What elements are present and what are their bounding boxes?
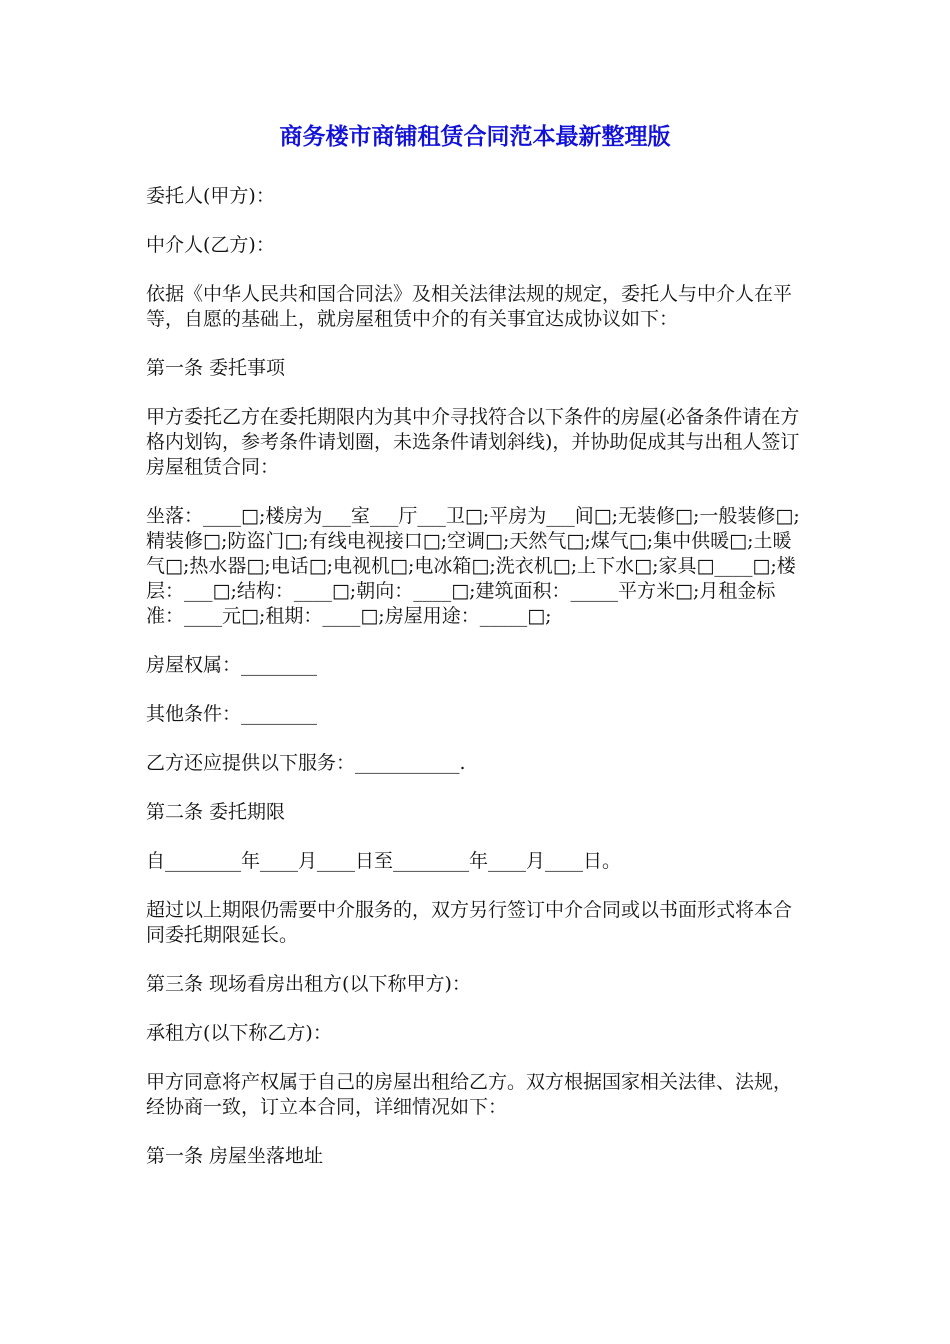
paragraph-conditions: 坐落：____□;楼房为___室___厅___卫□;平房为___间□;无装修□;一般装修□;精装修□;防盗门□;有线电视接口□;空调□;天然气□;煤气□;集中供暖□;土暖气□;热水器□;电话□;电视机□;电冰箱□;洗衣机□;上下水□;家具□____□;楼层：___□;结构：____□;朝向：____□;建筑面积：_____平方米□;月租金标准：____元□;租期：____□;房屋用途：_____□; [146, 505, 800, 627]
document-body [146, 184, 810, 1193]
document-title: 商务楼市商铺租赁合同范本最新整理版 [279, 124, 671, 150]
paragraph-extension: 超过以上期限仍需要中介服务的，双方另行签订中介合同或以书面形式将本合同委托期限延长。 [146, 899, 793, 946]
paragraph-other-conditions: 其他条件：________ [146, 703, 318, 725]
paragraph-lessee: 承租方(以下称乙方)： [146, 1022, 332, 1044]
section-heading-address: 第一条 房屋坐落地址 [146, 1145, 324, 1167]
section-heading-1: 第一条 委托事项 [146, 357, 286, 379]
paragraph-ownership: 房屋权属：________ [146, 654, 318, 676]
paragraph-agent: 中介人(乙方)： [146, 234, 275, 256]
paragraph-services: 乙方还应提供以下服务：___________. [146, 752, 466, 774]
paragraph-preamble: 依据《中华人民共和国合同法》及相关法律法规的规定，委托人与中介人在平等，自愿的基础上，就房屋租赁中介的有关事宜达成协议如下： [146, 283, 793, 330]
section-heading-2: 第二条 委托期限 [146, 801, 286, 823]
paragraph-term-dates: 自________年____月____日至________年____月____日。 [146, 850, 622, 872]
paragraph-client: 委托人(甲方)： [146, 185, 275, 207]
paragraph-agreement: 甲方同意将产权属于自己的房屋出租给乙方。双方根据国家相关法律、法规，经协商一致，订立本合同，详细情况如下： [146, 1071, 793, 1118]
section-heading-3: 第三条 现场看房出租方(以下称甲方)： [146, 973, 471, 995]
paragraph-commission: 甲方委托乙方在委托期限内为其中介寻找符合以下条件的房屋(必备条件请在方格内划钩，参考条件请划圈，未选条件请划斜线)，并协助促成其与出租人签订房屋租赁合同： [146, 406, 800, 478]
